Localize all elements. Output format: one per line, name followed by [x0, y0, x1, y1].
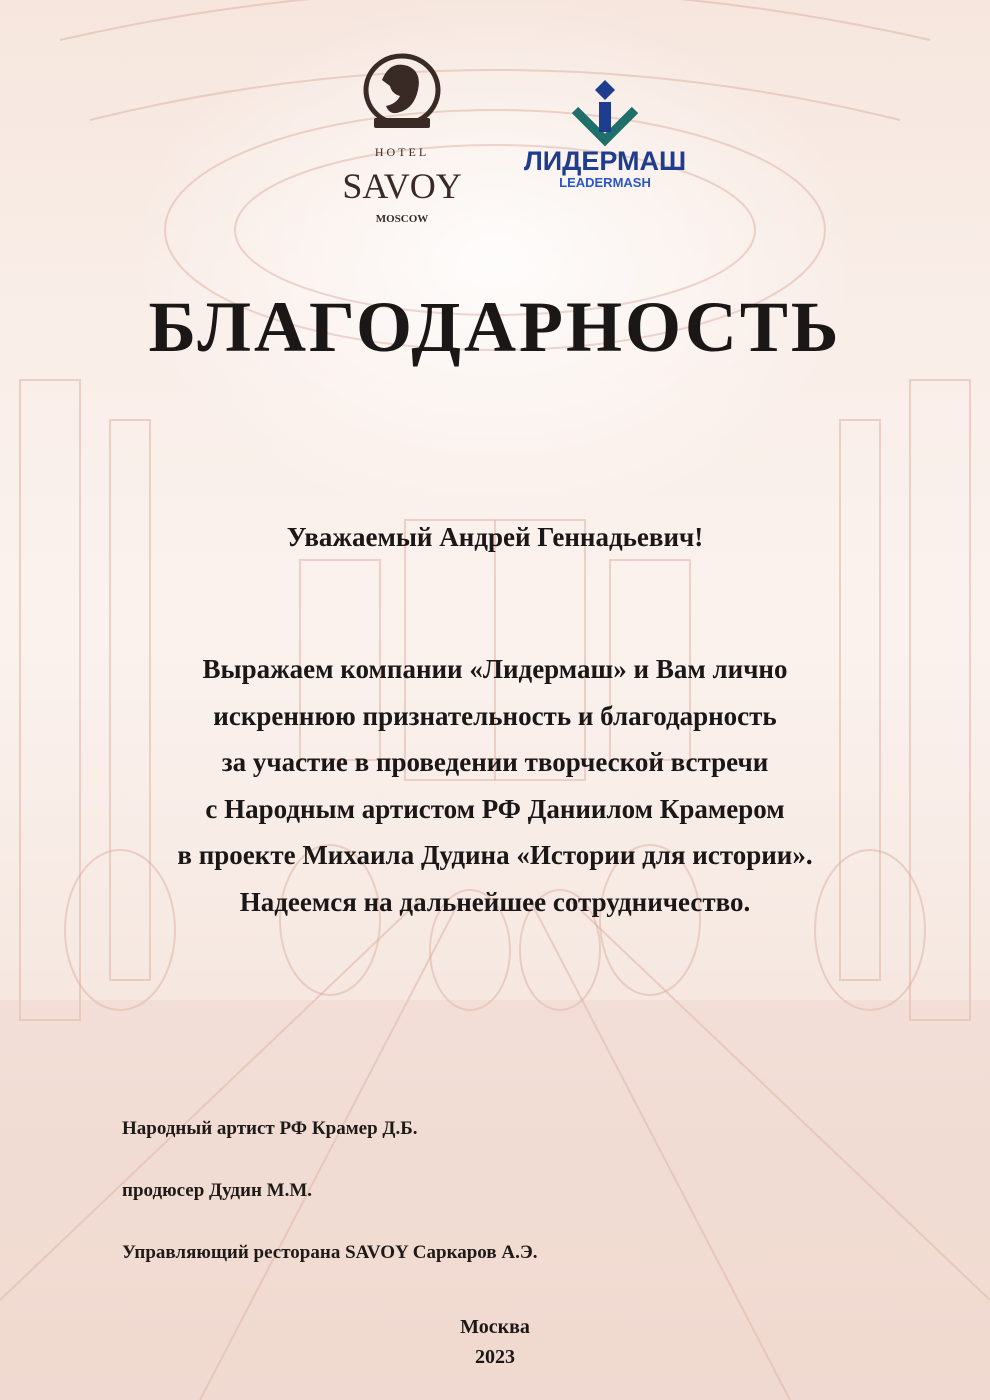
svg-text:HOTEL: HOTEL — [374, 145, 430, 159]
signature-line: Народный артист РФ Крамер Д.Б. — [122, 1118, 418, 1139]
body-line: в проекте Михаила Дудина «Истории для истории». — [177, 840, 813, 870]
place: Москва — [460, 1316, 530, 1338]
place-and-date — [0, 1312, 990, 1372]
svg-text:SAVOY: SAVOY — [342, 166, 462, 206]
greeting: Уважаемый Андрей Геннадьевич! — [286, 522, 704, 552]
document-title: БЛАГОДАРНОСТЬ — [148, 287, 842, 367]
body-line: с Народным артистом РФ Даниилом Крамером — [205, 793, 785, 824]
svg-text:ЛИДЕРМАШ: ЛИДЕРМАШ — [523, 146, 687, 176]
signature-line: продюсер Дудин М.М. — [122, 1180, 313, 1201]
svg-text:LEADERMASH: LEADERMASH — [559, 175, 651, 190]
signatures — [122, 1118, 537, 1304]
body-line: Выражаем компании «Лидермаш» и Вам лично — [202, 654, 788, 684]
svg-text:MOSCOW: MOSCOW — [375, 213, 429, 225]
body-line: Надеемся на дальнейшее сотрудничество. — [239, 886, 751, 917]
signature-line: Управляющий ресторана SAVOY Саркаров А.Э. — [122, 1242, 538, 1263]
savoy-hotel-logo — [330, 50, 475, 230]
body-line: искреннюю признательность и благодарность — [213, 700, 777, 731]
body-line: за участие в проведении творческой встречи — [221, 747, 769, 777]
year: 2023 — [475, 1346, 515, 1368]
leadermash-logo — [515, 80, 695, 200]
body-text — [0, 646, 990, 925]
